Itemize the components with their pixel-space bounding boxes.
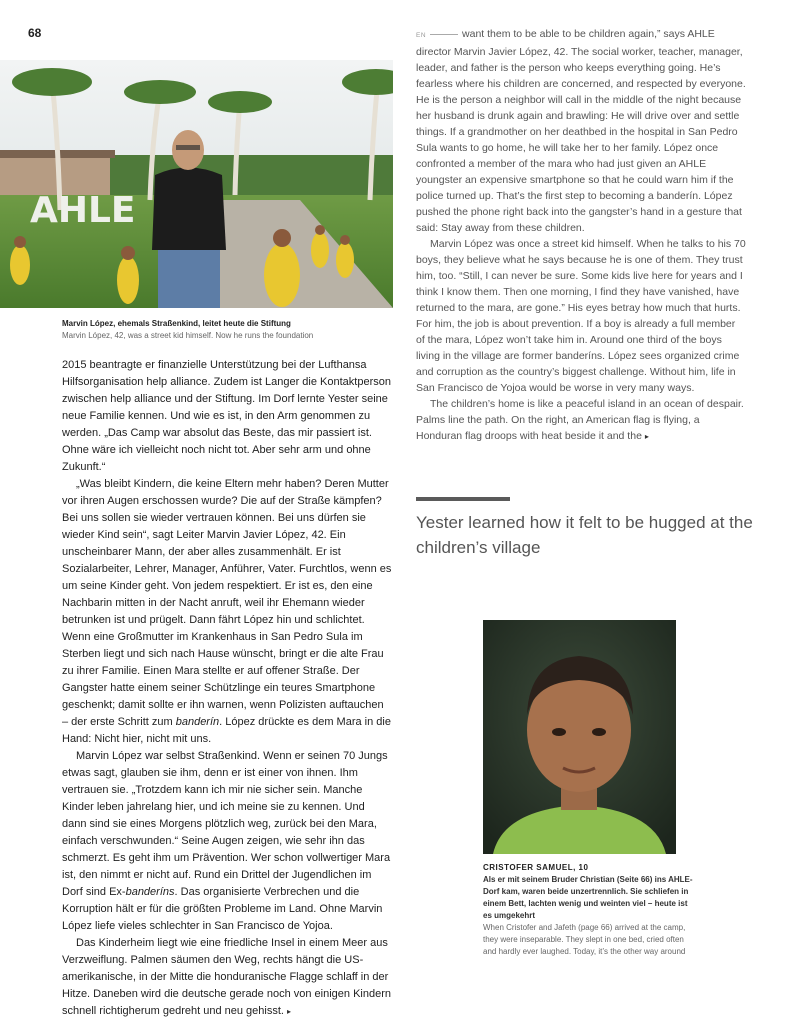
portrait-name: CRISTOFER SAMUEL, 10 <box>483 863 589 872</box>
language-tag: EN <box>416 32 427 39</box>
boy-portrait-illustration <box>483 620 676 854</box>
main-photo-caption <box>62 318 382 342</box>
german-paragraph-3-text-a: Marvin López war selbst Straßenkind. Wenn er seinen 70 Jungs etwas sagt, glauben sie ihm, denn er ist einer von ihnen. Ihm vertrauen sie. „Trotzdem kann ich mir nie sicher sein. Manche Kinder leben jahrelang hier, und ich meine sie zu kennen. Und dann sind sie eines Morgens plötzlich weg, zurück bei den Mara, einfach verschwunden.“ Seine Augen zeigen, wie sehr ihn das schmerzt. Es geht ihm um Prävention. Wer schon vollwertiger Mara ist, den nimmt er nicht auf. Rund ein Drittel der Jugendlichen im Dorf sind Ex- <box>62 750 391 898</box>
english-paragraph-3 <box>416 396 746 445</box>
german-paragraph-4 <box>62 935 392 1020</box>
english-paragraph-2: Marvin López was once a street kid himself. When he talks to his 70 boys, they believe what he says because he is one of them. They trust him, too. “Still, I can never be sure. Some kids live here for years and I think I know them. Then one morning, I find they have vanished, have returned to the mara, are gone.” His eyes betray how much that hurts. For him, the job is about prevention. If a boy is already a full member of the mara, López won’t take him in. Around one third of the boys living in the village are former banderíns. López sees organized crime and corruption as the country’s biggest challenge. Without him, life in San Francisco de Yojoa would be worse in very many ways. <box>416 238 746 394</box>
ahle-sign: AHLE <box>30 190 136 231</box>
pull-quote: Yester learned how it felt to be hugged at the children’s village <box>416 513 753 557</box>
german-paragraph-2-text-a: „Was bleibt Kindern, die keine Eltern mehr haben? Deren Mutter vor ihren Augen erschossen wurde? Die auf der Straße kämpfen? Bei uns sollen sie wieder vertrauen können. Bei uns dürfen sie wieder Kind sein“, sagt Leiter Marvin Javier López, 42. Ein unscheinbarer Mann, der aber alles zusammenhält. Er ist Sozialarbeiter, Lehrer, Manager, Anführer, Vater. Furchtlos, wenn es um seine Kinder geht. Von jedem respektiert. Er ist es, den eine Nachbarin mitten in der Nacht anruft, weil ihr Ehemann wieder betrunken ist und prügelt. Dann fährt López hin und schlichtet. Wenn eine Großmutter im Krankenhaus in San Pedro Sula im Sterben liegt und sich nach Hause wünscht, bringt er die alte Frau zu ihrer Familie. Einen Mara stellte er auf offener Straße. Der Gangster hatte einem seiner Schützlinge ein teures Smartphone geschenkt; damit sollte er ihn warnen, wenn Polizisten auftauchen – der erste Schritt zum <box>62 478 392 728</box>
pull-quote-rule <box>416 497 510 501</box>
continue-arrow-icon: ▸ <box>287 1007 292 1016</box>
german-article-column <box>62 357 392 1020</box>
english-paragraph-1-text: want them to be able to be children again,” says AHLE director Marvin Javier López, 42. The social worker, teacher, manager, leader, and father is the person who keeps everything going. He’s fearless where his children are concerned, and respected by everyone. He is the person a neighbor will call in the middle of the night because her husband is drunk again and brawling: He will drive over and settle things. If a grandmother on her deathbed in the hospital in San Pedro Sula wants to go home, he will take her to her family. López once confronted a member of the mara who had just given an AHLE youngster an expensive smartphone so that he could warn him if the police turned up. That’s the first step to becoming a banderín. López pushed the phone right back into the gangster’s hand in a gesture that said: Stay away from these children. <box>416 28 746 234</box>
caption-english: Marvin López, 42, was a street kid himself. Now he runs the foundation <box>62 331 314 340</box>
continue-arrow-icon: ▸ <box>644 432 649 441</box>
village-scene-illustration <box>0 60 393 308</box>
portrait-caption-english: When Cristofer and Jafeth (page 66) arrived at the camp, they were inseparable. They slept in one bed, cried often and hardly ever laughed. Today, it’s the other way around <box>483 923 686 956</box>
german-paragraph-3 <box>62 748 392 935</box>
portrait-caption <box>483 862 693 958</box>
german-paragraph-1: 2015 beantragte er finanzielle Unterstützung bei der Lufthansa Hilfsorganisation help alliance. Zudem ist Langer die Kontaktperson zwischen help alliance und der Stiftung. Im Dorf lernte Yester seine neue Familie kennen. Und wie es ist, in den Arm genommen zu werden. „Das Camp war absolut das Beste, das mir passiert ist. Ohne wäre ich vielleicht noch nicht tot. Aber sehr arm und ohne Zukunft.“ <box>62 359 391 473</box>
language-tag-rule <box>430 34 458 35</box>
german-paragraph-3-text-b: . Das organisierte Verbrechen und die Korruption hält er für die größten Probleme im Land. Ohne Marvin López liefe vieles schlechter in San Francisco de Yojoa. <box>62 886 383 932</box>
portrait-photo <box>483 620 676 854</box>
portrait-caption-german: Als er mit seinem Bruder Christian (Seite 66) ins AHLE-Dorf kam, waren beide unzertrennlich. Sie schliefen in einem Bett, lachten wenig und weinten viel – heute ist es umgekehrt <box>483 875 693 920</box>
english-paragraph-1 <box>416 26 746 236</box>
german-paragraph-4-text: Das Kinderheim liegt wie eine friedliche Insel in einem Meer aus Verzweiflung. Palmen säumen den Weg, rechts hängt die US-amerikanische, in der Mitte die honduranische Flagge schlaff in der Hitze. Daneben wird die deutsche gerade noch von einigen Kindern schnell richtigherum gedreht und neu gehisst. <box>62 937 391 1017</box>
german-paragraph-2-italic: banderín <box>175 716 220 728</box>
german-paragraph-3-italic: banderíns <box>125 886 175 898</box>
page-number: 68 <box>28 26 42 40</box>
english-article-column <box>416 26 746 445</box>
caption-german: Marvin López, ehemals Straßenkind, leitet heute die Stiftung <box>62 319 291 328</box>
english-paragraph-3-text: The children’s home is like a peaceful island in an ocean of despair. Palms line the path. On the right, an American flag is flying, a Honduran flag droops with heat beside it and the <box>416 398 744 442</box>
german-paragraph-2 <box>62 476 392 748</box>
german-paragraph-2-text-b: . López drückte es dem Mara in die Hand: Nicht hier, nicht mit uns. <box>62 716 391 745</box>
main-photo <box>0 60 393 308</box>
